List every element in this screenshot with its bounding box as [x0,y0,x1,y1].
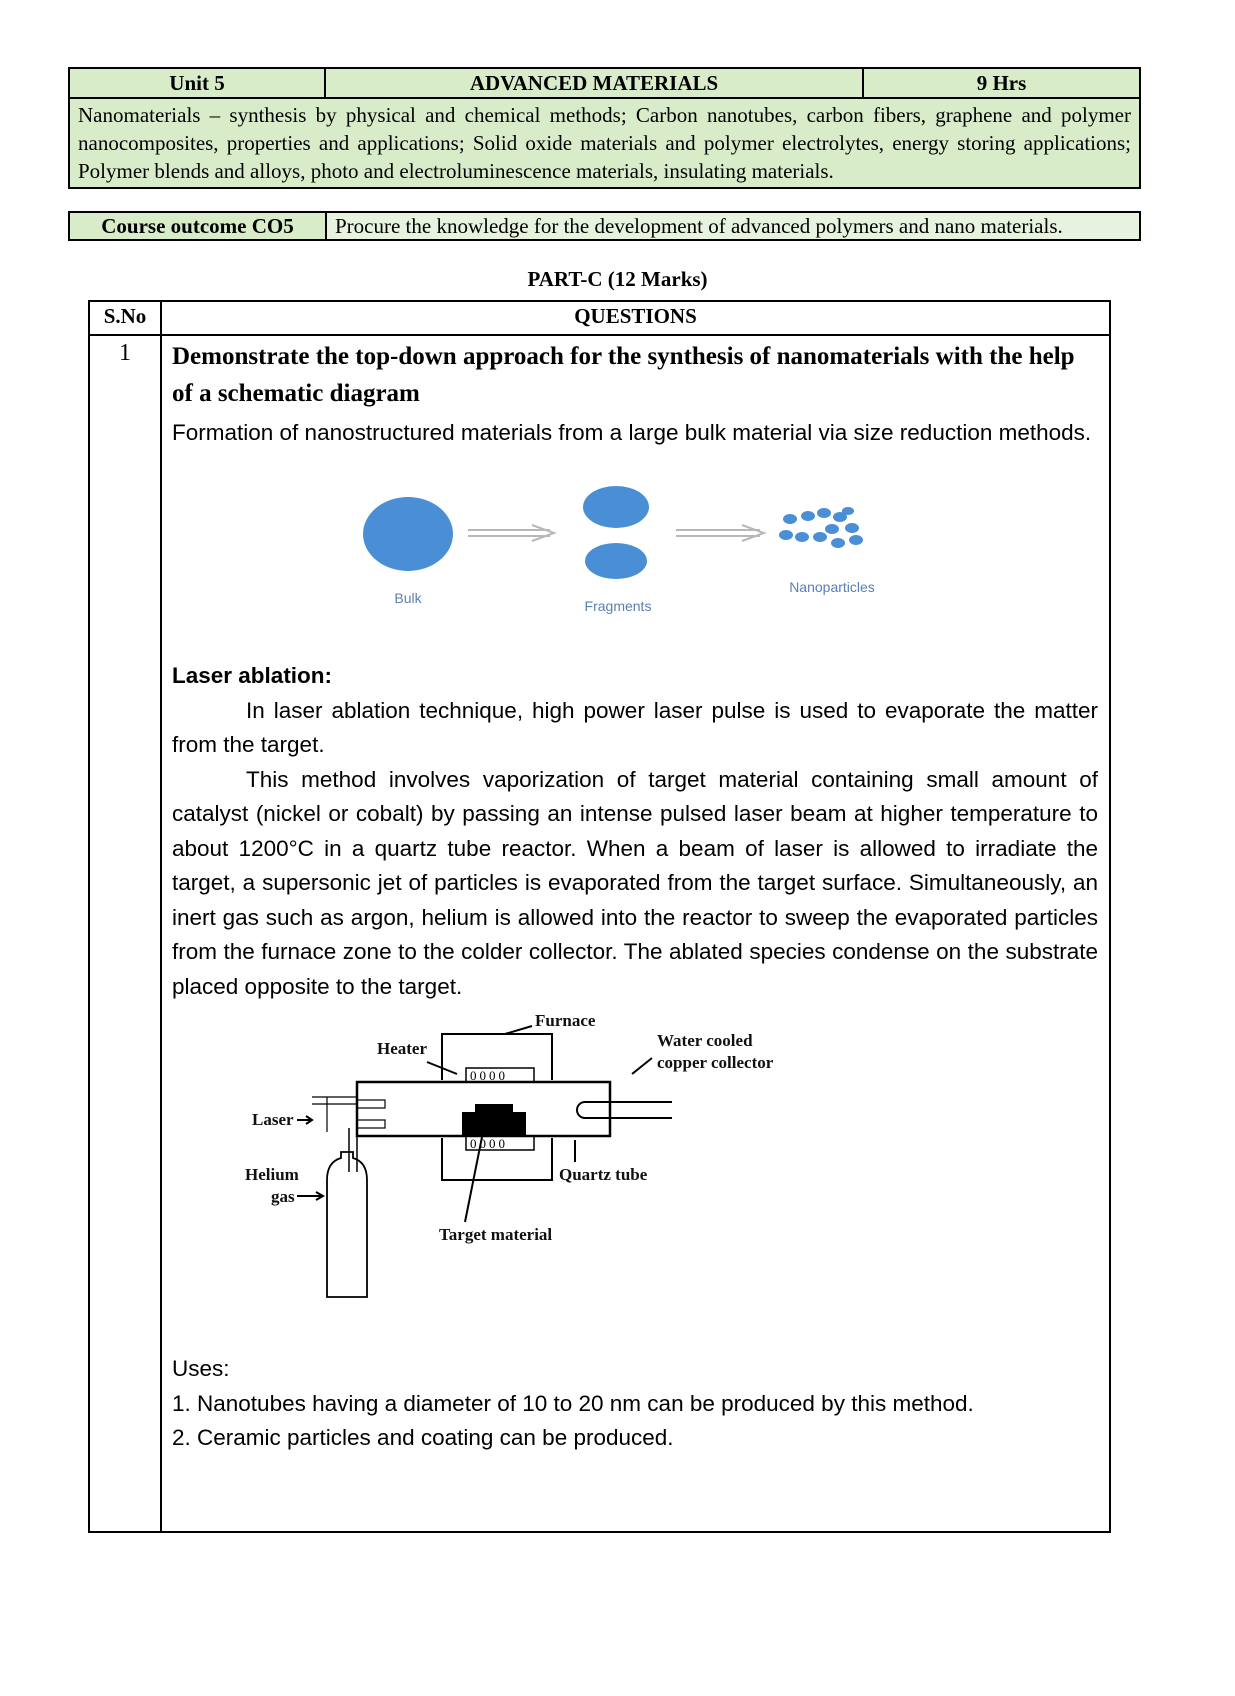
unit-description: Nanomaterials – synthesis by physical and chemical methods; Carbon nanotubes, carbon fibers, graphene and polymer nanocomposites, properties and applications; Solid oxide materials and polymer electrolytes, energy storing applications; Polymer blends and alloys, photo and electroluminescence materials, insulating materials. [69,98,1140,188]
laser-label: Laser [252,1110,294,1129]
bulk-circle [363,497,453,571]
target-material [462,1112,526,1136]
laser-ablation-paragraph-2: This method involves vaporization of target material containing small amount of catalyst (nickel or cobalt) by passing an intense pulsed laser beam at higher temperature to about 1200°C in a quartz tube reactor. When a beam of laser is allowed to irradiate the target, a supersonic jet of particles is evaporated from the target surface. Simultaneously, an inert gas such as argon, helium is allowed into the reactor to sweep the evaporated particles from the furnace zone to the colder collector. The ablated species condense on the substrate placed opposite to the target. [172,766,1098,999]
intro-text: Formation of nanostructured materials from a large bulk material via size reduction methods. [172,420,1092,445]
heater-coils-bottom: 0000 [470,1136,508,1151]
fragment-bottom [585,543,647,579]
water-cooled-label: Water cooled [657,1031,753,1050]
fragment-top [583,486,649,528]
uses-heading: Uses: [172,1356,230,1381]
header-sno: S.No [103,304,147,328]
unit-hours: 9 Hrs [863,68,1140,98]
quartz-tube-label: Quartz tube [559,1165,648,1184]
nanoparticles-label: Nanoparticles [789,579,875,595]
heater-label: Heater [377,1039,428,1058]
question-number: 1 [119,340,131,366]
header-questions: QUESTIONS [574,304,697,328]
course-outcome-label: Course outcome CO5 [69,212,326,240]
fragments-label: Fragments [584,598,652,614]
course-outcome-text: Procure the knowledge for the development of advanced polymers and nano materials. [326,212,1140,240]
bulk-label: Bulk [394,590,422,606]
unit-header-table [68,67,1141,189]
question-title: Demonstrate the top-down approach for the synthesis of nanomaterials with the help of a schematic diagram [172,343,1075,407]
question-table [88,300,1111,1533]
question-table-header [90,302,1109,336]
column-divider [160,302,162,1531]
use-item-2: 2. Ceramic particles and coating can be produced. [172,1425,674,1450]
arrow-2 [676,525,764,541]
target-material-label: Target material [439,1225,553,1244]
heater-coils-top: 0000 [470,1068,508,1083]
course-outcome-table [68,211,1141,241]
question-content [172,334,1098,1456]
laser-ablation-paragraph-1: In laser ablation technique, high power laser pulse is used to evaporate the matter from the target. [172,697,1098,757]
copper-collector-label: copper collector [657,1053,774,1072]
part-title: PART-C (12 Marks) [527,267,708,291]
arrow-1 [468,525,554,541]
gas-label: gas [271,1187,295,1206]
copper-collector [577,1102,672,1118]
laser-ablation-heading: Laser ablation: [172,663,333,688]
furnace-label: Furnace [535,1011,596,1030]
use-item-1: 1. Nanotubes having a diameter of 10 to 20 nm can be produced by this method. [172,1390,974,1416]
helium-label: Helium [245,1165,299,1184]
top-down-schematic [362,477,902,617]
unit-label: Unit 5 [69,68,325,98]
nanoparticles-cluster [779,507,863,548]
helium-cylinder [327,1152,367,1297]
unit-title: ADVANCED MATERIALS [325,68,863,98]
laser-ablation-apparatus-diagram [245,1011,927,1322]
